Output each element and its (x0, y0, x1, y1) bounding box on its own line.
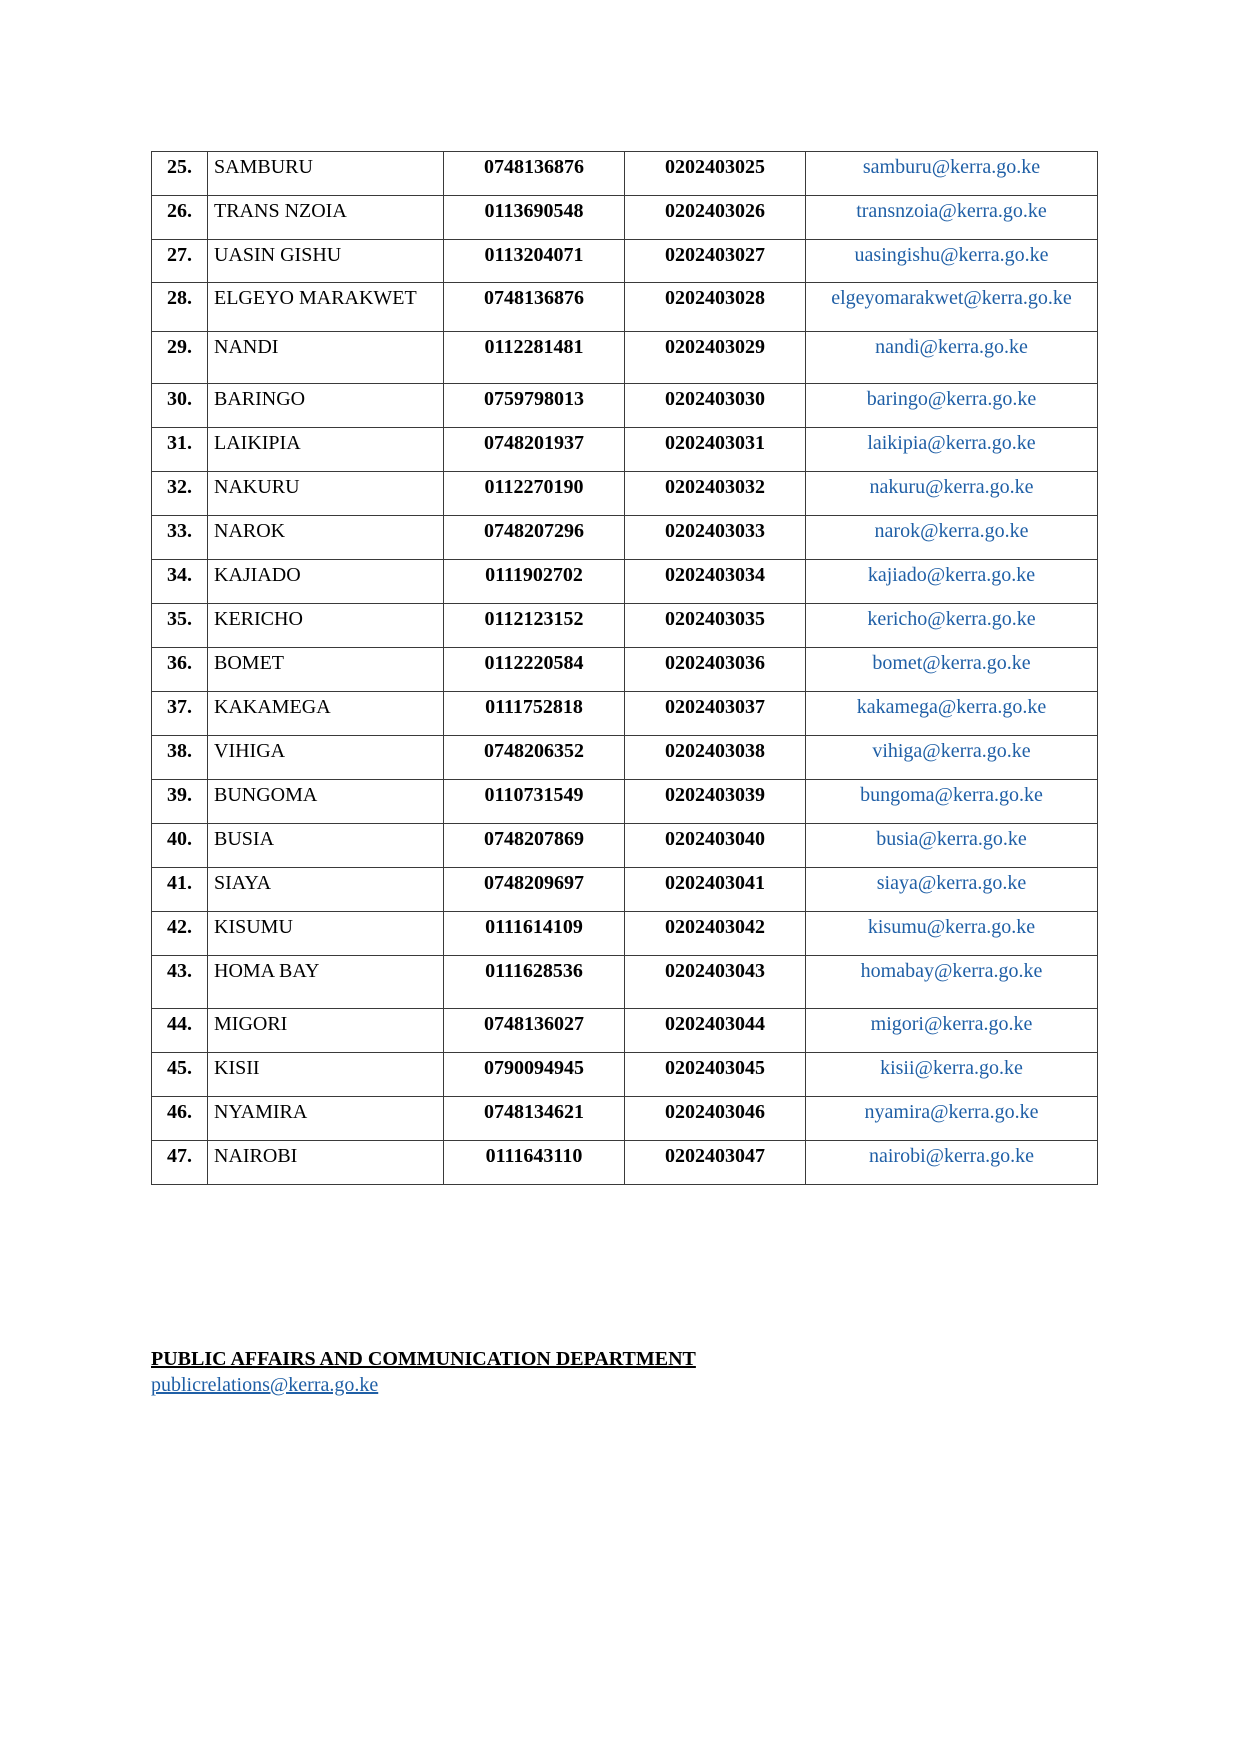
row-number: 45. (152, 1053, 208, 1097)
table-row (152, 912, 1098, 956)
county-email-link[interactable]: nyamira@kerra.go.ke (806, 1097, 1098, 1141)
mobile-number: 0748207869 (444, 824, 625, 868)
row-number: 43. (152, 956, 208, 1009)
contacts-table-body (152, 152, 1098, 1185)
county-email-link[interactable]: bomet@kerra.go.ke (806, 648, 1098, 692)
mobile-number: 0111628536 (444, 956, 625, 1009)
table-row (152, 283, 1098, 332)
county-email-link[interactable]: elgeyomarakwet@kerra.go.ke (806, 283, 1098, 332)
row-number: 34. (152, 560, 208, 604)
mobile-number: 0111752818 (444, 692, 625, 736)
row-number: 27. (152, 240, 208, 283)
landline-number: 0202403046 (625, 1097, 806, 1141)
mobile-number: 0748134621 (444, 1097, 625, 1141)
county-email-link[interactable]: transnzoia@kerra.go.ke (806, 196, 1098, 240)
row-number: 26. (152, 196, 208, 240)
landline-number: 0202403027 (625, 240, 806, 283)
table-row (152, 1141, 1098, 1185)
county-name: HOMA BAY (208, 956, 444, 1009)
landline-number: 0202403036 (625, 648, 806, 692)
mobile-number: 0748206352 (444, 736, 625, 780)
county-name: NAKURU (208, 472, 444, 516)
table-row (152, 152, 1098, 196)
county-email-link[interactable]: kakamega@kerra.go.ke (806, 692, 1098, 736)
table-row (152, 332, 1098, 384)
county-name: MIGORI (208, 1009, 444, 1053)
county-email-link[interactable]: uasingishu@kerra.go.ke (806, 240, 1098, 283)
row-number: 39. (152, 780, 208, 824)
county-name: KAJIADO (208, 560, 444, 604)
row-number: 25. (152, 152, 208, 196)
mobile-number: 0112220584 (444, 648, 625, 692)
county-name: UASIN GISHU (208, 240, 444, 283)
mobile-number: 0111614109 (444, 912, 625, 956)
table-row (152, 824, 1098, 868)
table-row (152, 196, 1098, 240)
table-row (152, 1097, 1098, 1141)
county-name: SAMBURU (208, 152, 444, 196)
county-email-link[interactable]: narok@kerra.go.ke (806, 516, 1098, 560)
mobile-number: 0111902702 (444, 560, 625, 604)
county-contacts-table (151, 151, 1098, 1185)
mobile-number: 0113204071 (444, 240, 625, 283)
landline-number: 0202403030 (625, 384, 806, 428)
landline-number: 0202403040 (625, 824, 806, 868)
row-number: 47. (152, 1141, 208, 1185)
county-email-link[interactable]: kisii@kerra.go.ke (806, 1053, 1098, 1097)
table-row (152, 780, 1098, 824)
landline-number: 0202403042 (625, 912, 806, 956)
county-name: KERICHO (208, 604, 444, 648)
county-name: NAIROBI (208, 1141, 444, 1185)
county-email-link[interactable]: kericho@kerra.go.ke (806, 604, 1098, 648)
row-number: 31. (152, 428, 208, 472)
public-relations-email-link[interactable]: publicrelations@kerra.go.ke (151, 1374, 379, 1396)
county-name: BOMET (208, 648, 444, 692)
county-email-link[interactable]: bungoma@kerra.go.ke (806, 780, 1098, 824)
county-name: LAIKIPIA (208, 428, 444, 472)
row-number: 46. (152, 1097, 208, 1141)
table-row (152, 240, 1098, 283)
mobile-number: 0790094945 (444, 1053, 625, 1097)
county-name: NAROK (208, 516, 444, 560)
row-number: 44. (152, 1009, 208, 1053)
landline-number: 0202403035 (625, 604, 806, 648)
county-name: KISUMU (208, 912, 444, 956)
county-email-link[interactable]: vihiga@kerra.go.ke (806, 736, 1098, 780)
county-name: ELGEYO MARAKWET (208, 283, 444, 332)
row-number: 30. (152, 384, 208, 428)
table-row (152, 428, 1098, 472)
landline-number: 0202403025 (625, 152, 806, 196)
table-row (152, 516, 1098, 560)
county-name: NANDI (208, 332, 444, 384)
row-number: 32. (152, 472, 208, 516)
county-name: BUSIA (208, 824, 444, 868)
county-email-link[interactable]: nairobi@kerra.go.ke (806, 1141, 1098, 1185)
row-number: 42. (152, 912, 208, 956)
mobile-number: 0748136876 (444, 152, 625, 196)
landline-number: 0202403045 (625, 1053, 806, 1097)
landline-number: 0202403026 (625, 196, 806, 240)
county-email-link[interactable]: kisumu@kerra.go.ke (806, 912, 1098, 956)
landline-number: 0202403033 (625, 516, 806, 560)
county-email-link[interactable]: kajiado@kerra.go.ke (806, 560, 1098, 604)
landline-number: 0202403041 (625, 868, 806, 912)
table-row (152, 868, 1098, 912)
row-number: 33. (152, 516, 208, 560)
county-name: KISII (208, 1053, 444, 1097)
mobile-number: 0748136876 (444, 283, 625, 332)
county-email-link[interactable]: siaya@kerra.go.ke (806, 868, 1098, 912)
mobile-number: 0748136027 (444, 1009, 625, 1053)
landline-number: 0202403037 (625, 692, 806, 736)
row-number: 38. (152, 736, 208, 780)
county-name: TRANS NZOIA (208, 196, 444, 240)
landline-number: 0202403043 (625, 956, 806, 1009)
landline-number: 0202403038 (625, 736, 806, 780)
table-row (152, 648, 1098, 692)
row-number: 29. (152, 332, 208, 384)
table-row (152, 692, 1098, 736)
county-email-link[interactable]: samburu@kerra.go.ke (806, 152, 1098, 196)
county-email-link[interactable]: baringo@kerra.go.ke (806, 384, 1098, 428)
landline-number: 0202403047 (625, 1141, 806, 1185)
county-name: VIHIGA (208, 736, 444, 780)
row-number: 36. (152, 648, 208, 692)
county-email-link[interactable]: homabay@kerra.go.ke (806, 956, 1098, 1009)
table-row (152, 956, 1098, 1009)
mobile-number: 0111643110 (444, 1141, 625, 1185)
row-number: 37. (152, 692, 208, 736)
row-number: 35. (152, 604, 208, 648)
landline-number: 0202403044 (625, 1009, 806, 1053)
county-name: BUNGOMA (208, 780, 444, 824)
mobile-number: 0112270190 (444, 472, 625, 516)
department-title: PUBLIC AFFAIRS AND COMMUNICATION DEPARTMENT (151, 1348, 696, 1370)
row-number: 41. (152, 868, 208, 912)
mobile-number: 0748207296 (444, 516, 625, 560)
landline-number: 0202403028 (625, 283, 806, 332)
county-email-link[interactable]: laikipia@kerra.go.ke (806, 428, 1098, 472)
row-number: 40. (152, 824, 208, 868)
county-name: NYAMIRA (208, 1097, 444, 1141)
table-row (152, 560, 1098, 604)
mobile-number: 0748209697 (444, 868, 625, 912)
landline-number: 0202403039 (625, 780, 806, 824)
landline-number: 0202403032 (625, 472, 806, 516)
landline-number: 0202403031 (625, 428, 806, 472)
table-row (152, 1009, 1098, 1053)
mobile-number: 0759798013 (444, 384, 625, 428)
mobile-number: 0748201937 (444, 428, 625, 472)
mobile-number: 0112281481 (444, 332, 625, 384)
county-name: SIAYA (208, 868, 444, 912)
table-row (152, 604, 1098, 648)
table-row (152, 384, 1098, 428)
mobile-number: 0112123152 (444, 604, 625, 648)
landline-number: 0202403029 (625, 332, 806, 384)
footer (151, 1346, 696, 1398)
landline-number: 0202403034 (625, 560, 806, 604)
county-email-link[interactable]: nakuru@kerra.go.ke (806, 472, 1098, 516)
county-email-link[interactable]: nandi@kerra.go.ke (806, 332, 1098, 384)
mobile-number: 0113690548 (444, 196, 625, 240)
mobile-number: 0110731549 (444, 780, 625, 824)
row-number: 28. (152, 283, 208, 332)
county-email-link[interactable]: migori@kerra.go.ke (806, 1009, 1098, 1053)
table-row (152, 1053, 1098, 1097)
county-email-link[interactable]: busia@kerra.go.ke (806, 824, 1098, 868)
table-row (152, 736, 1098, 780)
county-name: BARINGO (208, 384, 444, 428)
table-row (152, 472, 1098, 516)
county-name: KAKAMEGA (208, 692, 444, 736)
